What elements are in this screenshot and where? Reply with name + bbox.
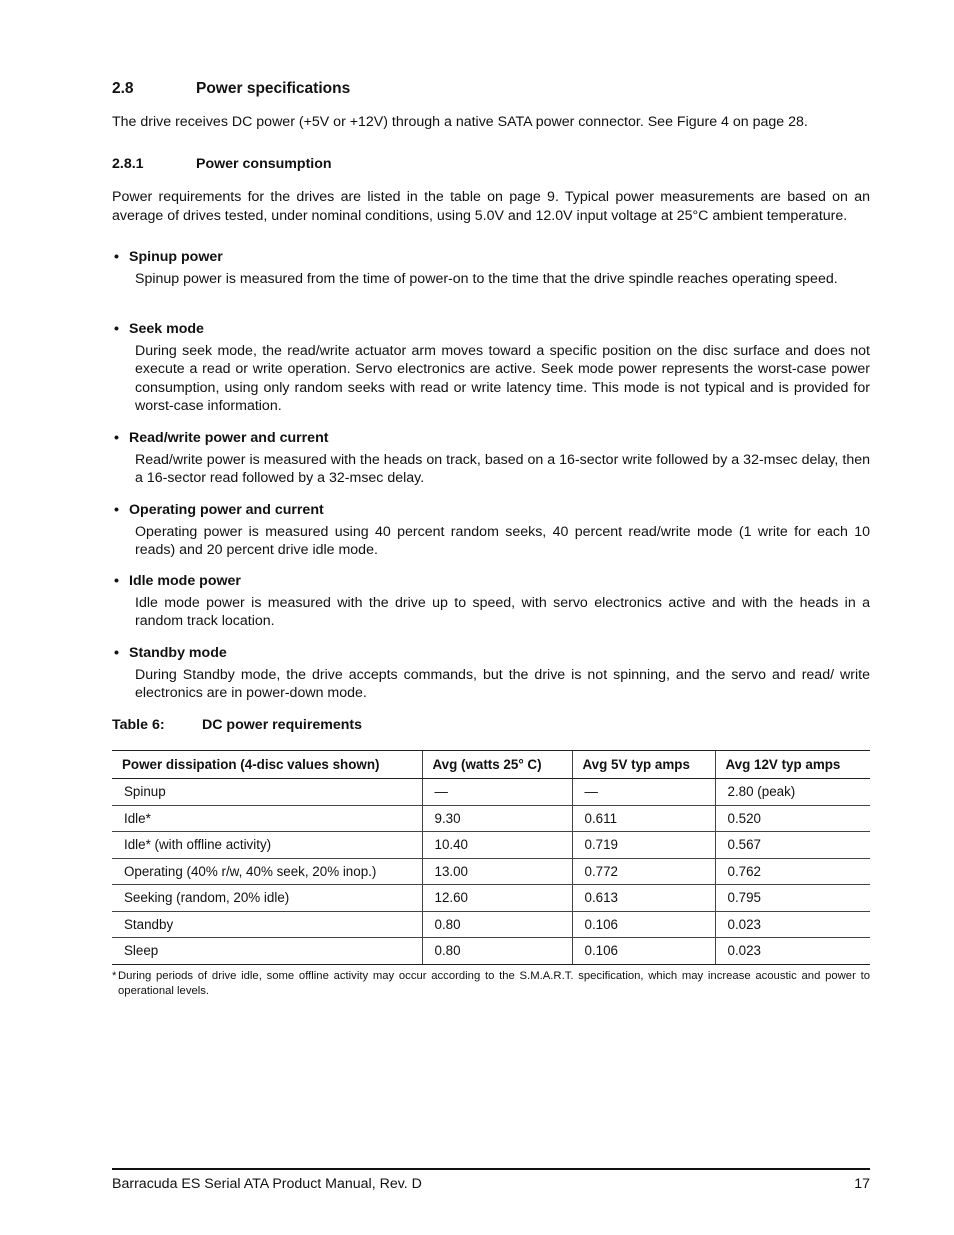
table-cell: 0.023 [715,911,870,938]
footer-title: Barracuda ES Serial ATA Product Manual, Rev. D [112,1176,422,1192]
section-heading [112,80,350,98]
table-cell: Spinup [112,779,422,806]
bullet-title: Seek mode [129,321,204,337]
bullet-item [112,429,870,488]
page-footer [112,1176,870,1192]
table-cell: 2.80 (peak) [715,779,870,806]
footnote-text: During periods of drive idle, some offline activity may occur according to the S.M.A.R.T. specification, which may increase acoustic and power to operational levels. [118,970,870,997]
column-header: Avg (watts 25° C) [422,751,572,779]
column-header: Power dissipation (4-disc values shown) [112,751,422,779]
table-cell: 12.60 [422,885,572,912]
table-cell: — [422,779,572,806]
bullet-dot: • [114,502,119,518]
bullet-dot: • [114,249,119,265]
table-row [112,858,870,885]
table-row [112,832,870,859]
table-row [112,885,870,912]
table-caption [112,717,362,733]
table-cell: 0.567 [715,832,870,859]
table-cell: 0.80 [422,938,572,965]
bullet-title: Idle mode power [129,573,241,589]
table-cell: 0.80 [422,911,572,938]
table-row [112,911,870,938]
table-cell: 13.00 [422,858,572,885]
section-number: 2.8 [112,80,134,97]
column-header: Avg 12V typ amps [715,751,870,779]
table-cell: 0.772 [572,858,715,885]
table-caption-number: Table 6: [112,717,165,733]
table-header-row [112,751,870,779]
table-cell: 0.762 [715,858,870,885]
table-row [112,938,870,965]
table-caption-title: DC power requirements [202,717,363,733]
table-footnote [112,969,870,999]
bullet-dot: • [114,573,119,589]
table-cell: 0.023 [715,938,870,965]
section-title: Power specifications [196,80,351,97]
table-row [112,805,870,832]
table-cell: Idle* [112,805,422,832]
bullet-dot: • [114,430,119,446]
bullet-item [112,320,870,416]
table-cell: Standby [112,911,422,938]
table-cell: Seeking (random, 20% idle) [112,885,422,912]
table-cell: 0.106 [572,911,715,938]
page-number: 17 [854,1176,870,1192]
table-cell: — [572,779,715,806]
table-row [112,779,870,806]
column-header: Avg 5V typ amps [572,751,715,779]
table-cell: 0.613 [572,885,715,912]
bullet-title: Read/write power and current [129,430,329,446]
table-cell: 9.30 [422,805,572,832]
bullet-dot: • [114,645,119,661]
table-cell: 0.520 [715,805,870,832]
table-cell: Operating (40% r/w, 40% seek, 20% inop.) [112,858,422,885]
table-cell: 0.611 [572,805,715,832]
bullet-dot: • [114,321,119,337]
bullet-item [112,572,870,631]
dc-power-table [112,750,870,965]
bullet-body: Operating power is measured using 40 percent random seeks, 40 percent read/write mode (1 write for each 10 reads) and 20 percent drive idle mode. [135,523,870,559]
bullet-body: During Standby mode, the drive accepts commands, but the drive is not spinning, and the servo and read/ write electronics are in power-down mode. [135,666,870,702]
bullet-item [112,501,870,560]
table-cell: Idle* (with offline activity) [112,832,422,859]
table-cell: 0.719 [572,832,715,859]
bullet-body: Read/write power is measured with the heads on track, based on a 16-sector write followed by a 32-msec delay, then a 16-sector read followed by a 32-msec delay. [135,451,870,487]
subsection-heading [112,156,332,172]
table-cell: 10.40 [422,832,572,859]
bullet-item [112,248,870,288]
table-cell: Sleep [112,938,422,965]
subsection-number: 2.8.1 [112,156,144,172]
sub-intro-paragraph: Power requirements for the drives are listed in the table on page 9. Typical power measurements are based on an average of drives tested, under nominal conditions, using 5.0V and 12.0V input voltage at 25°C ambient temperature. [112,189,870,224]
bullet-body: Spinup power is measured from the time of power-on to the time that the drive spindle reaches operating speed. [135,270,838,287]
bullet-title: Spinup power [129,249,223,265]
footer-rule [112,1168,870,1170]
bullet-body: Idle mode power is measured with the drive up to speed, with servo electronics active and with the heads in a random track location. [135,594,870,630]
table-cell: 0.106 [572,938,715,965]
intro-paragraph: The drive receives DC power (+5V or +12V) through a native SATA power connector. See Figure 4 on page 28. [112,114,808,130]
table-cell: 0.795 [715,885,870,912]
subsection-title: Power consumption [196,156,332,172]
footnote-marker: * [112,970,117,982]
bullet-body: During seek mode, the read/write actuator arm moves toward a specific position on the disc surface and does not execute a read or write operation. Servo electronics are active. Seek mode power represents the worst-case power consumption, using only random seeks with read or write latency time. This mode is not typical and is provided for worst-case information. [135,342,870,415]
bullet-title: Standby mode [129,645,227,661]
bullet-item [112,644,870,703]
bullet-title: Operating power and current [129,502,324,518]
